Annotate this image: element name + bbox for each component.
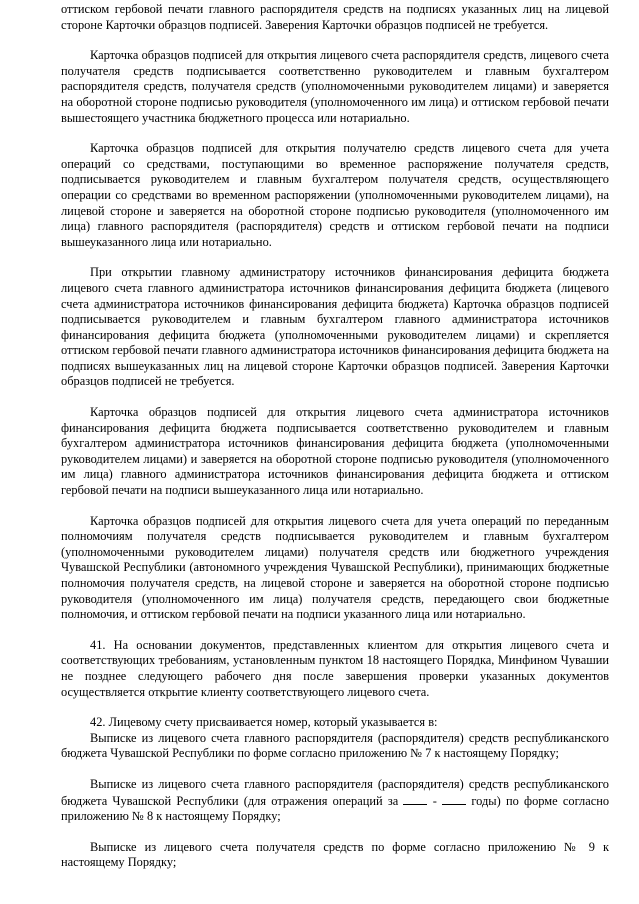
year-to-blank (442, 793, 466, 805)
paragraph-42: 42. Лицевому счету присваивается номер, который указывается в: (90, 715, 438, 730)
paragraph-delegated-powers-card: Карточка образцов подписей для открытия лицевого счета для учета операций по переданным полномочиям получателя средств подписывается руководителем и главным бухгалтером (уполномоченными руководителем лицами) получателя средств или бюджетного учреждения Чувашской Республики (автономного учреждения Чувашской Республики), принимающих бюджетные полномочия получателя средств, на лицевой стороне и заверяется на оборотной стороне подписью руководителя (уполномоченного им лица) получателя средств, передающего свои бюджетные полномочия, и оттиском гербовой печати на подписи указанного лица или нотариально. (61, 513, 609, 622)
paragraph-administrator-card: Карточка образцов подписей для открытия лицевого счета администратора источников финансирования дефицита бюджета подписывается соответственно руководителем и главным бухгалтером администратора источников финансирования дефицита бюджета (уполномоченными руководителем лицами) и заверяется на оборотной стороне подписью руководителя (уполномоченного им лица) главного администратора источников финансирования дефицита бюджета и оттиском гербовой печати на подписи вышеуказанного лица или нотариально. (61, 405, 609, 498)
paragraph-41: 41. На основании документов, представленных клиентом для открытия лицевого счета и соответствующих требованиям, установленным пунктом 18 настоящего Порядка, Минфином Чувашии не позднее следующего рабочего дня после завершения проверки указанных документов осуществляется открытие клиенту соответствующего лицевого счета. (61, 637, 609, 699)
paragraph-statement-7: Выписке из лицевого счета главного распорядителя (распорядителя) средств республиканского бюджета Чувашской Республики по форме согласно приложению № 7 к настоящему Порядку; (61, 730, 609, 761)
year-from-blank (403, 793, 427, 805)
statement-8-tail: по форме согласно приложению № 8 к настоящему Порядку; (61, 793, 610, 824)
statement-8-years: годы) (471, 793, 501, 808)
statement-8-text: Выписке из лицевого счета главного распорядителя (распорядителя) средств республиканского бюджета Чувашской Республики (для отражения операций за (61, 776, 609, 808)
paragraph-statement-8 (61, 777, 609, 825)
year-dash: - (432, 793, 437, 808)
paragraph-continuation: оттиском гербовой печати главного распорядителя средств на подписях указанных лиц на лицевой стороне Карточки образцов подписей. Заверения Карточки образцов подписей не требуется. (61, 2, 609, 32)
paragraph-temporary-funds-card: Карточка образцов подписей для открытия получателю средств лицевого счета для учета операций со средствами, поступающими во временное распоряжение получателя средств, подписывается руководителем и главным бухгалтером получателя средств, осуществляющего операции со средствами во временном распоряжении (уполномоченными руководителем лицами), на лицевой стороне и заверяется на оборотной стороне подписью руководителя (уполномоченного им лица) главного распорядителя (распорядителя) средств и оттиском гербовой печати на подписи вышеуказанного лица или нотариально. (61, 141, 609, 249)
paragraph-statement-9: Выписке из лицевого счета получателя средств по форме согласно приложению № 9 к настоящему Порядку; (61, 839, 609, 870)
paragraph-recipient-card: Карточка образцов подписей для открытия лицевого счета распорядителя средств, лицевого счета получателя средств подписывается соответственно руководителем и главным бухгалтером распорядителя средств, получателя средств (уполномоченными руководителем лицами) и заверяется на оборотной стороне подписью руководителя (уполномоченного им лица) и оттиском гербовой печати вышестоящего участника бюджетного процесса или нотариально. (61, 48, 609, 125)
paragraph-chief-administrator-card: При открытии главному администратору источников финансирования дефицита бюджета лицевого счета главного администратора источников финансирования дефицита бюджета (лицевого счета администратора источников финансирования дефицита бюджета) Карточка образцов подписей подписывается руководителем и главным бухгалтером главного администратора источников финансирования дефицита бюджета (уполномоченными руководителем лицами) и скрепляется оттиском гербовой печати главного администратора источников финансирования дефицита бюджета на подписях вышеуказанных лиц на лицевой стороне Карточки образцов подписей. Заверения Карточки образцов подписей не требуется. (61, 265, 609, 389)
